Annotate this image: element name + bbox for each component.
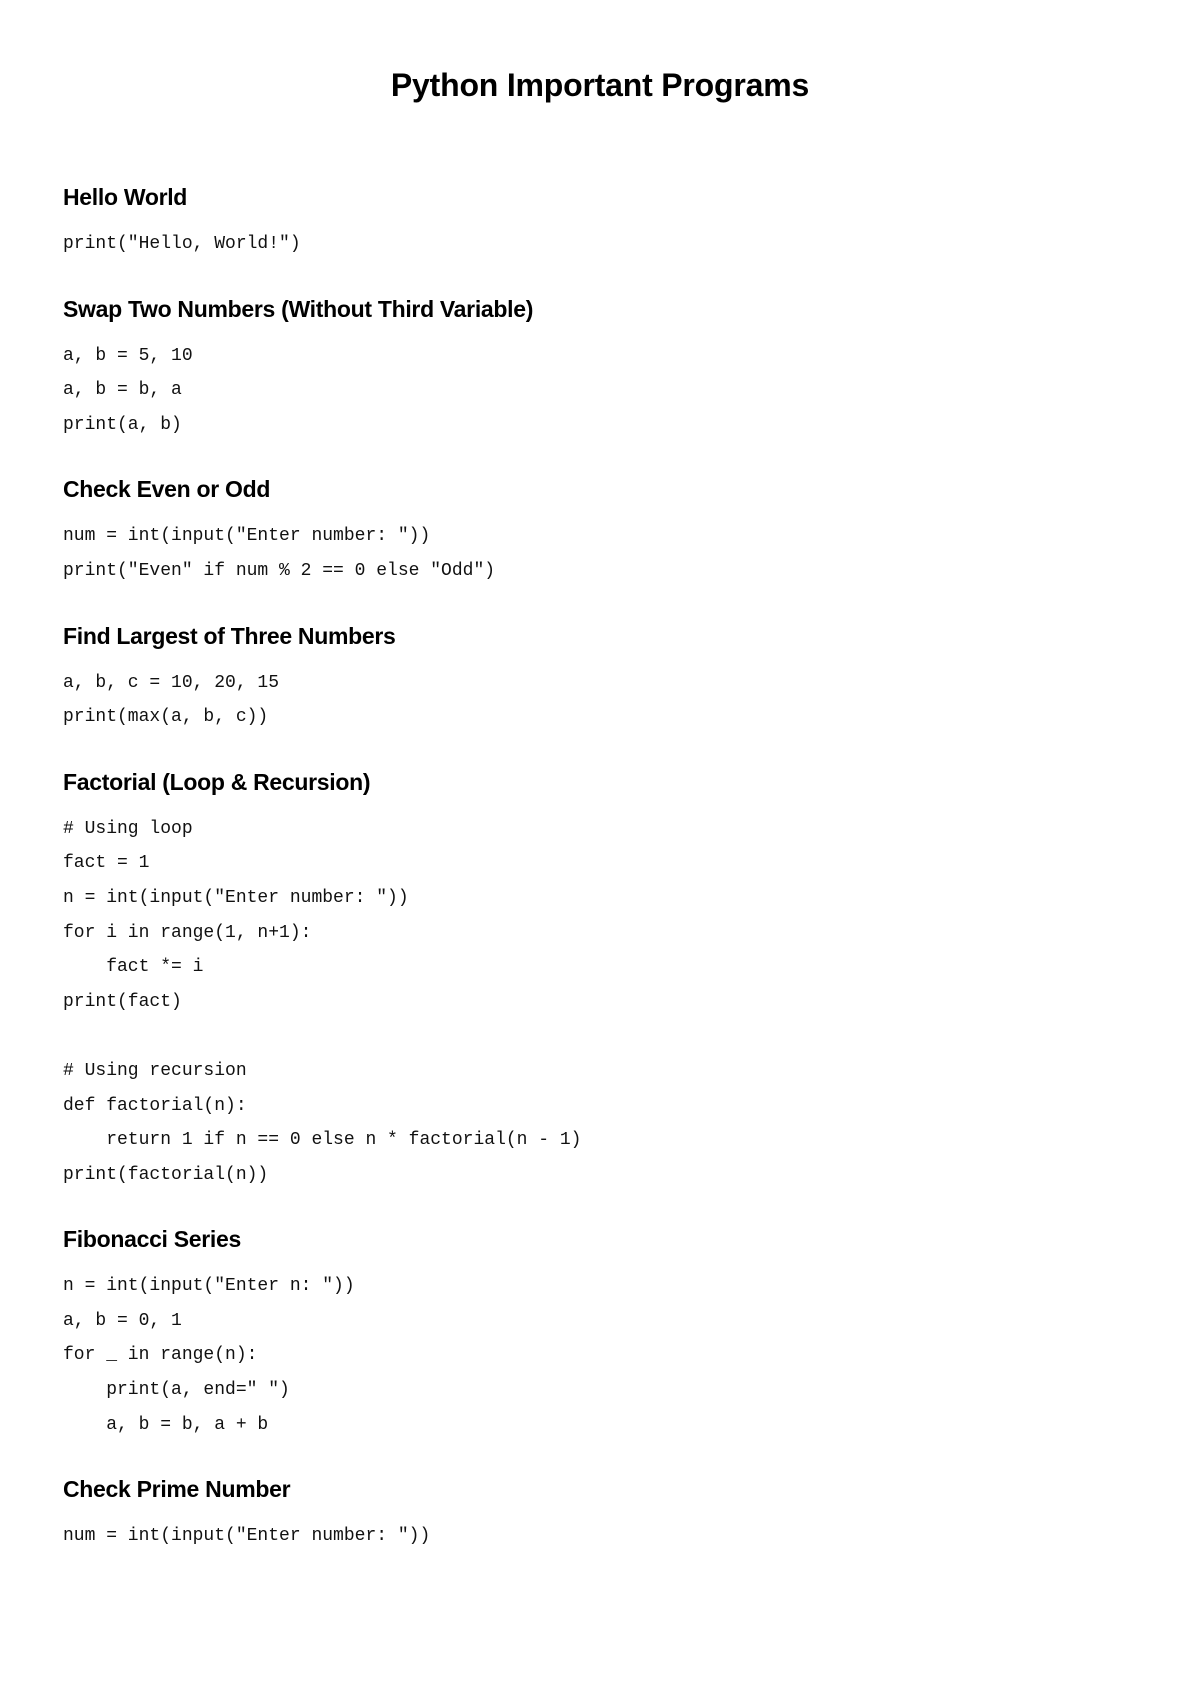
code-block [63, 227, 1137, 262]
code-block [63, 1269, 1137, 1442]
code-line: num = int(input("Enter number: ")) [63, 526, 431, 547]
code-line: # Using recursion [63, 1060, 247, 1081]
code-line: print(factorial(n)) [63, 1164, 269, 1185]
code-line [63, 1019, 1137, 1054]
section-check-prime [63, 1474, 1137, 1554]
code-line: print(a, b) [63, 414, 182, 435]
code-line: num = int(input("Enter number: ")) [63, 1526, 431, 1547]
code-line: print(fact) [63, 991, 182, 1012]
code-line: a, b = b, a [63, 380, 182, 401]
section-heading: Check Even or Odd [63, 476, 271, 503]
section-factorial [63, 767, 1137, 1193]
section-heading: Check Prime Number [63, 1476, 291, 1503]
code-line: def factorial(n): [63, 1095, 247, 1116]
code-line: a, b = b, a + b [63, 1414, 269, 1435]
code-line: for _ in range(n): [63, 1345, 258, 1366]
code-line: a, b = 0, 1 [63, 1310, 182, 1331]
code-block [63, 339, 1137, 443]
section-swap-numbers [63, 294, 1137, 443]
code-block [63, 666, 1137, 735]
code-line: print("Even" if num % 2 == 0 else "Odd") [63, 560, 496, 581]
code-line: n = int(input("Enter number: ")) [63, 887, 409, 908]
section-largest-of-three [63, 621, 1137, 735]
section-heading: Find Largest of Three Numbers [63, 622, 396, 649]
code-block [63, 1519, 1137, 1554]
code-line: print(max(a, b, c)) [63, 707, 269, 728]
section-fibonacci [63, 1224, 1137, 1442]
code-line: # Using loop [63, 818, 193, 839]
code-line: fact = 1 [63, 853, 150, 874]
code-line: a, b = 5, 10 [63, 345, 193, 366]
code-block [63, 519, 1137, 588]
code-line: n = int(input("Enter n: ")) [63, 1276, 355, 1297]
code-line: for i in range(1, n+1): [63, 922, 312, 943]
program-list [63, 182, 1137, 1554]
section-hello-world [63, 182, 1137, 262]
section-heading: Hello World [63, 184, 188, 210]
section-heading: Swap Two Numbers (Without Third Variable) [63, 295, 534, 322]
code-line: fact *= i [63, 957, 204, 978]
code-block [63, 812, 1137, 1193]
code-line: print("Hello, World!") [63, 234, 301, 254]
page-title: Python Important Programs [390, 67, 810, 103]
section-even-odd [63, 474, 1137, 588]
code-line: a, b, c = 10, 20, 15 [63, 672, 280, 693]
section-heading: Fibonacci Series [63, 1226, 241, 1253]
code-line: print(a, end=" ") [63, 1380, 290, 1401]
code-line: return 1 if n == 0 else n * factorial(n - 1) [63, 1130, 582, 1151]
section-heading: Factorial (Loop & Recursion) [63, 768, 371, 795]
